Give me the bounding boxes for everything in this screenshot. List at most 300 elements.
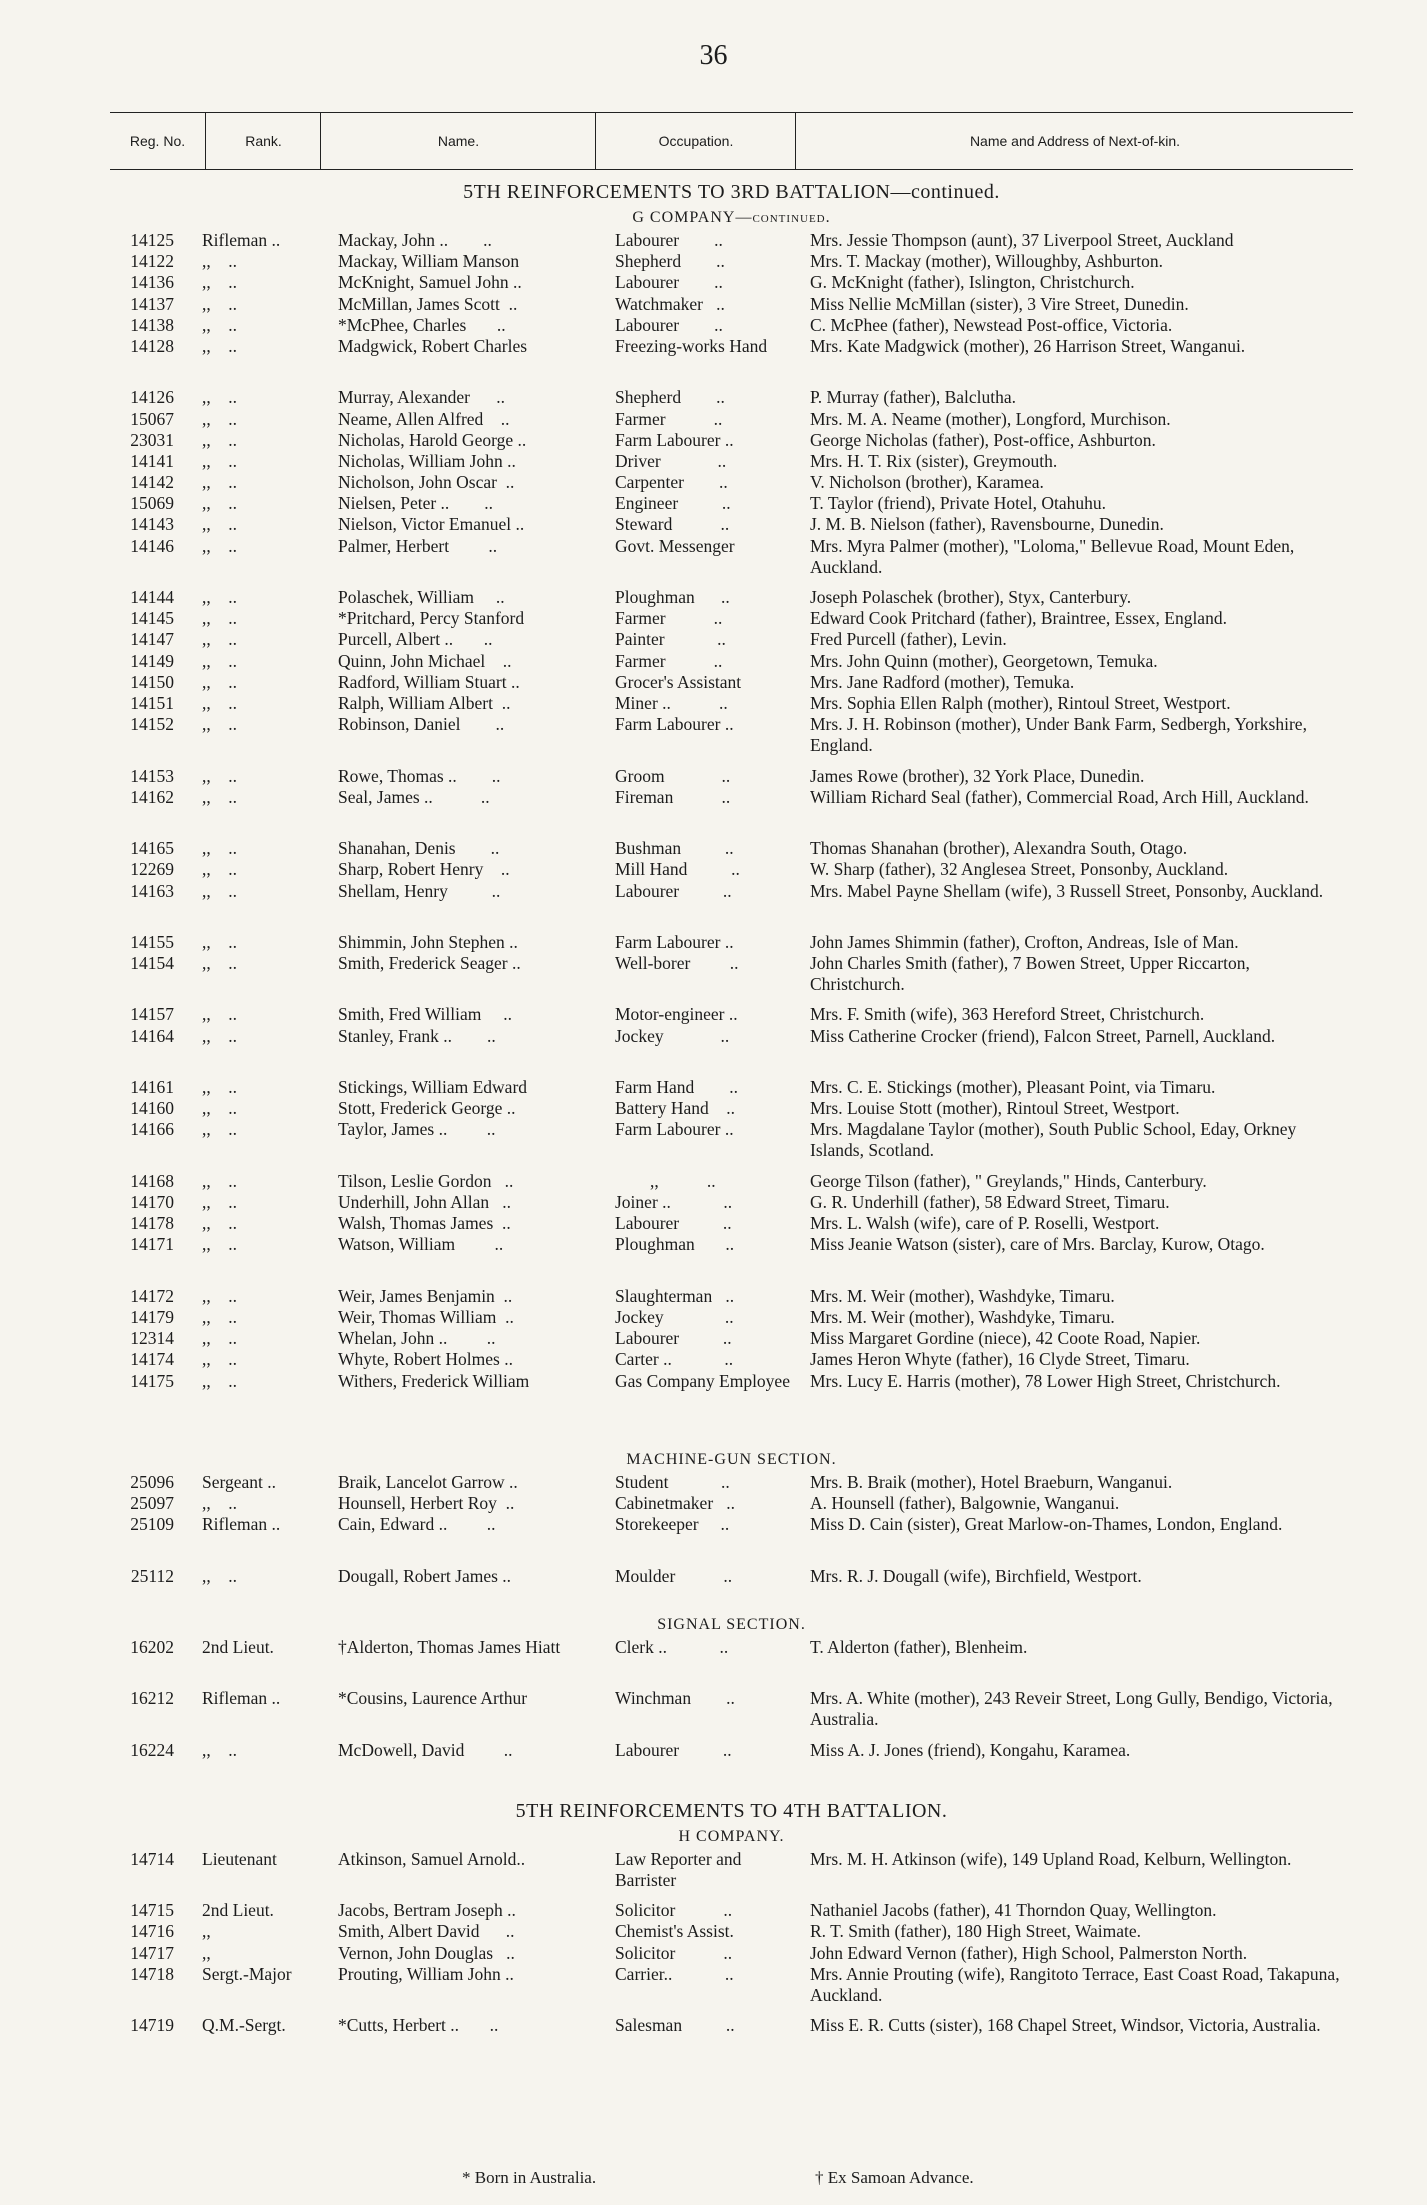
occupation-cell: Solicitor ..	[615, 1900, 733, 1921]
section-title: 5TH REINFORCEMENTS TO 3RD BATTALION—continued.	[463, 181, 1000, 203]
occupation-cell: Engineer ..	[615, 493, 731, 514]
occupation-cell: Solicitor ..	[615, 1942, 733, 1963]
rank-cell: Rifleman ..	[202, 1688, 281, 1709]
rank-cell: Rifleman ..	[202, 230, 281, 250]
rank-cell: ,, ..	[202, 387, 237, 408]
occupation-cell: Shepherd ..	[615, 387, 725, 408]
name-cell: McKnight, Samuel John ..	[338, 272, 522, 293]
table-row	[110, 1849, 1353, 1900]
occupation-cell: Moulder ..	[615, 1565, 733, 1586]
next-of-kin-cell: John Edward Vernon (father), High School, Palmerston North.	[810, 1942, 1248, 1963]
table-row	[110, 1307, 1353, 1328]
occupation-cell: Farm Hand ..	[615, 1077, 738, 1098]
reg-no-cell: 14157	[130, 1004, 174, 1025]
section-subtitle: MACHINE-GUN SECTION.	[626, 1450, 837, 1468]
occupation-cell: Slaughterman ..	[615, 1285, 735, 1306]
occupation-cell: Farmer ..	[615, 650, 723, 671]
name-cell: Nicholas, William John ..	[338, 450, 516, 471]
rank-cell: 2nd Lieut.	[202, 1636, 274, 1657]
name-cell: Rowe, Thomas .. ..	[338, 765, 501, 786]
rank-cell: ,, ..	[202, 1739, 237, 1760]
name-cell: Mackay, William Manson	[338, 251, 520, 272]
next-of-kin-cell: Mrs. M. Weir (mother), Washdyke, Timaru.	[810, 1285, 1115, 1306]
name-cell: *Cutts, Herbert .. ..	[338, 2015, 499, 2036]
occupation-cell: ,, ..	[615, 1170, 716, 1191]
rank-cell: ,, ..	[202, 650, 237, 671]
table-row	[110, 2015, 1353, 2066]
footnote-ex-samoan: † Ex Samoan Advance.	[815, 2168, 974, 2187]
rank-cell: ,, ..	[202, 1025, 237, 1046]
occupation-cell: Carpenter ..	[615, 472, 728, 493]
table-row	[110, 251, 1353, 272]
table-row	[110, 472, 1353, 493]
rank-cell: ,, ..	[202, 714, 237, 735]
reg-no-cell: 14166	[130, 1119, 174, 1140]
rank-cell: Sergt.-Major	[202, 1963, 292, 1984]
table-row	[110, 230, 1353, 251]
rank-cell: ,, ..	[202, 859, 237, 880]
table-row	[110, 1493, 1353, 1514]
rank-cell: ,, ..	[202, 1565, 237, 1586]
rank-cell: ,, ..	[202, 953, 237, 974]
occupation-cell: Jockey ..	[615, 1306, 734, 1327]
reg-no-cell: 14717	[130, 1942, 174, 1963]
occupation-cell: Labourer ..	[615, 1328, 732, 1349]
table-row	[110, 1171, 1353, 1192]
next-of-kin-cell: George Nicholas (father), Post-office, Ashburton.	[810, 429, 1156, 450]
table-row	[110, 1234, 1353, 1285]
reg-no-cell: 12314	[130, 1328, 174, 1349]
rank-cell: ,, ..	[202, 251, 237, 272]
next-of-kin-cell: Miss Jeanie Watson (sister), care of Mrs. Barclay, Kurow, Otago.	[810, 1234, 1265, 1255]
header-rank: Rank.	[205, 113, 321, 169]
section-subtitle: G COMPANY—continued.	[632, 209, 831, 226]
table-row	[110, 766, 1353, 787]
rank-cell: ,, ..	[202, 880, 237, 901]
table-row	[110, 714, 1353, 765]
table-row	[110, 536, 1353, 587]
reg-no-cell: 16212	[130, 1688, 174, 1709]
table-row	[110, 1900, 1353, 1921]
reg-no-cell: 14151	[130, 692, 174, 713]
rank-cell: ,,	[202, 1921, 211, 1942]
reg-no-cell: 14171	[130, 1234, 174, 1255]
table-row	[110, 881, 1353, 932]
reg-no-cell: 14172	[130, 1285, 174, 1306]
occupation-cell: Farm Labourer ..	[615, 429, 734, 450]
rank-cell: ,, ..	[202, 931, 237, 952]
next-of-kin-cell: Mrs. Magdalane Taylor (mother), South Public School, Eday, Orkney Islands, Scotland.	[810, 1119, 1301, 1161]
rank-cell: ,, ..	[202, 692, 237, 713]
reg-no-cell: 14179	[130, 1306, 174, 1327]
table-row	[110, 430, 1353, 451]
rank-cell: ,, ..	[202, 314, 237, 335]
name-cell: *Cousins, Laurence Arthur	[338, 1688, 528, 1709]
table-row	[110, 387, 1353, 408]
rank-cell: ,, ..	[202, 1370, 237, 1391]
reg-no-cell: 14714	[130, 1848, 174, 1869]
next-of-kin-cell: J. M. B. Nielson (father), Ravensbourne, Dunedin.	[810, 514, 1164, 535]
name-cell: Whelan, John .. ..	[338, 1328, 496, 1349]
table-row	[110, 1213, 1353, 1234]
reg-no-cell: 14142	[130, 472, 174, 493]
name-cell: Tilson, Leslie Gordon ..	[338, 1170, 514, 1191]
rank-cell: ,, ..	[202, 272, 237, 293]
occupation-cell: Miner .. ..	[615, 692, 728, 713]
name-cell: Weir, Thomas William ..	[338, 1306, 514, 1327]
name-cell: Prouting, William John ..	[338, 1963, 514, 1984]
rank-cell: ,, ..	[202, 838, 237, 859]
reg-no-cell: 14168	[130, 1170, 174, 1191]
table-row	[110, 787, 1353, 838]
next-of-kin-cell: John Charles Smith (father), 7 Bowen Street, Upper Riccarton, Christchurch.	[810, 953, 1255, 995]
next-of-kin-cell: Miss E. R. Cutts (sister), 168 Chapel Street, Windsor, Victoria, Australia.	[810, 2015, 1321, 2036]
reg-no-cell: 14175	[130, 1370, 174, 1391]
rank-cell: ,, ..	[202, 1285, 237, 1306]
occupation-cell: Watchmaker ..	[615, 293, 725, 314]
rank-cell: ,, ..	[202, 293, 237, 314]
reg-no-cell: 14141	[130, 450, 174, 471]
occupation-cell: Joiner .. ..	[615, 1192, 733, 1212]
footnote-born-australia: * Born in Australia.	[462, 2168, 597, 2187]
rank-cell: ,, ..	[202, 1493, 237, 1514]
next-of-kin-cell: Mrs. L. Walsh (wife), care of P. Roselli, Westport.	[810, 1213, 1160, 1234]
table-row	[110, 672, 1353, 693]
next-of-kin-cell: R. T. Smith (father), 180 High Street, Waimate.	[810, 1921, 1142, 1942]
reg-no-cell: 14149	[130, 650, 174, 671]
reg-no-cell: 15069	[130, 493, 174, 514]
rank-cell: ,, ..	[202, 493, 237, 514]
name-cell: Nielsen, Peter .. ..	[338, 493, 494, 514]
table-row	[110, 1119, 1353, 1170]
table-row	[110, 838, 1353, 859]
rank-cell: ,, ..	[202, 587, 237, 608]
next-of-kin-cell: Mrs. M. Weir (mother), Washdyke, Timaru.	[810, 1306, 1115, 1327]
rank-cell: ,, ..	[202, 429, 237, 450]
occupation-cell: Storekeeper ..	[615, 1514, 730, 1535]
reg-no-cell: 14146	[130, 535, 174, 556]
occupation-cell: Govt. Messenger	[615, 535, 735, 556]
next-of-kin-cell: Mrs. J. H. Robinson (mother), Under Bank Farm, Sedbergh, Yorkshire, England.	[810, 714, 1312, 756]
reg-no-cell: 25112	[130, 1565, 174, 1586]
reg-no-cell: 14122	[130, 251, 174, 272]
table-row	[110, 1098, 1353, 1119]
name-cell: Neame, Allen Alfred ..	[338, 408, 510, 429]
next-of-kin-cell: Miss Nellie McMillan (sister), 3 Vire Street, Dunedin.	[810, 293, 1189, 314]
table-row	[110, 315, 1353, 336]
next-of-kin-cell: Mrs. F. Smith (wife), 363 Hereford Street, Christchurch.	[810, 1004, 1205, 1025]
occupation-cell: Farmer ..	[615, 408, 723, 429]
register-section	[110, 178, 1353, 1422]
name-cell: Whyte, Robert Holmes ..	[338, 1349, 513, 1370]
table-row	[110, 1637, 1353, 1688]
rank-cell: ,, ..	[202, 1098, 237, 1119]
rank-cell: Rifleman ..	[202, 1514, 281, 1535]
reg-no-cell: 14718	[130, 1963, 174, 1984]
name-cell: Palmer, Herbert ..	[338, 535, 498, 556]
reg-no-cell: 14155	[130, 931, 174, 952]
table-row	[110, 1688, 1353, 1739]
name-cell: Seal, James .. ..	[338, 786, 490, 807]
rank-cell: ,,	[202, 1942, 211, 1963]
name-cell: Polaschek, William ..	[338, 587, 505, 608]
rank-cell: ,, ..	[202, 765, 237, 786]
next-of-kin-cell: Miss Margaret Gordine (niece), 42 Coote Road, Napier.	[810, 1328, 1201, 1349]
next-of-kin-cell: Mrs. B. Braik (mother), Hotel Braeburn, Wanganui.	[810, 1471, 1173, 1492]
reg-no-cell: 25109	[130, 1514, 174, 1535]
occupation-cell: Winchman ..	[615, 1688, 735, 1709]
rank-cell: ,, ..	[202, 514, 237, 535]
section-subtitle: H COMPANY.	[678, 1827, 785, 1845]
name-cell: McMillan, James Scott ..	[338, 293, 518, 314]
reg-no-cell: 14715	[130, 1900, 174, 1921]
section-subtitle: SIGNAL SECTION.	[657, 1615, 806, 1633]
name-cell: Radford, William Stuart ..	[338, 671, 520, 692]
occupation-cell: Clerk .. ..	[615, 1636, 729, 1657]
table-row	[110, 1349, 1353, 1370]
name-cell: Robinson, Daniel ..	[338, 714, 505, 735]
next-of-kin-cell: Nathaniel Jacobs (father), 41 Thorndon Quay, Wellington.	[810, 1900, 1217, 1921]
table-row	[110, 1943, 1353, 1964]
table-row	[110, 587, 1353, 608]
next-of-kin-cell: Mrs. Myra Palmer (mother), "Loloma," Bellevue Road, Mount Eden, Auckland.	[810, 535, 1298, 577]
name-cell: Smith, Albert David ..	[338, 1921, 515, 1942]
name-cell: Taylor, James .. ..	[338, 1119, 496, 1140]
name-cell: Jacobs, Bertram Joseph ..	[338, 1900, 516, 1921]
rank-cell: ,, ..	[202, 1349, 237, 1370]
reg-no-cell: 14165	[130, 838, 174, 859]
table-row	[110, 1472, 1353, 1493]
reg-no-cell: 15067	[130, 408, 174, 429]
name-cell: Nielson, Victor Emanuel ..	[338, 514, 525, 535]
next-of-kin-cell: Mrs. M. H. Atkinson (wife), 149 Upland Road, Kelburn, Wellington.	[810, 1848, 1292, 1869]
reg-no-cell: 14143	[130, 514, 174, 535]
table-row	[110, 1566, 1353, 1587]
table-row	[110, 1026, 1353, 1077]
table-row	[110, 1286, 1353, 1307]
table-row	[110, 493, 1353, 514]
rank-cell: ,, ..	[202, 608, 237, 629]
next-of-kin-cell: A. Hounsell (father), Balgownie, Wanganui.	[810, 1493, 1120, 1514]
next-of-kin-cell: C. McPhee (father), Newstead Post-office, Victoria.	[810, 314, 1173, 335]
rank-cell: ,, ..	[202, 786, 237, 807]
reg-no-cell: 14719	[130, 2015, 174, 2036]
reg-no-cell: 14170	[130, 1192, 174, 1212]
reg-no-cell: 14174	[130, 1349, 174, 1370]
next-of-kin-cell: G. R. Underhill (father), 58 Edward Street, Timaru.	[810, 1192, 1170, 1212]
occupation-cell: Ploughman ..	[615, 1234, 735, 1255]
table-row	[110, 409, 1353, 430]
table-row	[110, 932, 1353, 953]
name-cell: McDowell, David ..	[338, 1739, 513, 1760]
name-cell: Stanley, Frank .. ..	[338, 1025, 496, 1046]
name-cell: Shanahan, Denis ..	[338, 838, 500, 859]
rank-cell: ,, ..	[202, 1170, 237, 1191]
occupation-cell: Labourer ..	[615, 272, 723, 293]
table-row	[110, 336, 1353, 387]
header-next-of-kin: Name and Address of Next-of-kin.	[795, 113, 1354, 169]
reg-no-cell: 23031	[130, 429, 174, 450]
occupation-cell: Well-borer ..	[615, 953, 739, 974]
register-body	[110, 178, 1353, 2067]
occupation-cell: Grocer's Assistant	[615, 671, 742, 692]
rank-cell: Q.M.-Sergt.	[202, 2015, 286, 2036]
table-row	[110, 953, 1353, 1004]
table-row	[110, 1077, 1353, 1098]
occupation-cell: Painter ..	[615, 629, 726, 650]
reg-no-cell: 16202	[130, 1636, 174, 1657]
name-cell: †Alderton, Thomas James Hiatt	[338, 1636, 561, 1657]
occupation-cell: Salesman ..	[615, 2015, 735, 2036]
rank-cell: ,, ..	[202, 535, 237, 556]
register-section	[110, 1448, 1353, 1587]
next-of-kin-cell: Fred Purcell (father), Levin.	[810, 629, 1007, 650]
next-of-kin-cell: Miss D. Cain (sister), Great Marlow-on-Thames, London, England.	[810, 1514, 1283, 1535]
reg-no-cell: 16224	[130, 1739, 174, 1760]
rank-cell: Sergeant ..	[202, 1471, 277, 1492]
occupation-cell: Bushman ..	[615, 838, 734, 859]
table-row	[110, 272, 1353, 293]
table-row	[110, 651, 1353, 672]
header-reg-no: Reg. No.	[129, 133, 186, 149]
occupation-cell: Law Reporter and Barrister	[615, 1848, 746, 1890]
occupation-cell: Steward ..	[615, 514, 730, 535]
occupation-cell: Groom ..	[615, 765, 731, 786]
next-of-kin-cell: Mrs. Louise Stott (mother), Rintoul Street, Westport.	[810, 1098, 1180, 1119]
reg-no-cell: 14138	[130, 314, 174, 335]
occupation-cell: Labourer ..	[615, 880, 732, 901]
table-row	[110, 608, 1353, 629]
name-cell: Smith, Fred William ..	[338, 1004, 512, 1025]
occupation-cell: Labourer ..	[615, 1213, 732, 1234]
occupation-cell: Farm Labourer ..	[615, 1119, 734, 1140]
table-row	[110, 1740, 1353, 1761]
reg-no-cell: 14152	[130, 714, 174, 735]
name-cell: Weir, James Benjamin ..	[338, 1285, 513, 1306]
name-cell: Withers, Frederick William	[338, 1370, 530, 1391]
name-cell: Hounsell, Herbert Roy ..	[338, 1493, 515, 1514]
table-row	[110, 1371, 1353, 1422]
name-cell: Cain, Edward .. ..	[338, 1514, 496, 1535]
occupation-cell: Battery Hand ..	[615, 1098, 736, 1119]
reg-no-cell: 14154	[130, 953, 174, 974]
reg-no-cell: 14145	[130, 608, 174, 629]
next-of-kin-cell: V. Nicholson (brother), Karamea.	[810, 472, 1044, 493]
table-row	[110, 1514, 1353, 1565]
name-cell: Nicholson, John Oscar ..	[338, 472, 515, 493]
occupation-cell: Jockey ..	[615, 1025, 730, 1046]
next-of-kin-cell: Miss Catherine Crocker (friend), Falcon Street, Parnell, Auckland.	[810, 1025, 1276, 1046]
table-row	[110, 1192, 1353, 1213]
rank-cell: ,, ..	[202, 1119, 237, 1140]
occupation-cell: Student ..	[615, 1471, 730, 1492]
name-cell: Atkinson, Samuel Arnold..	[338, 1848, 526, 1869]
table-row	[110, 1004, 1353, 1025]
name-cell: *McPhee, Charles ..	[338, 314, 506, 335]
register-section	[110, 1613, 1353, 1761]
next-of-kin-cell: Mrs. C. E. Stickings (mother), Pleasant Point, via Timaru.	[810, 1077, 1216, 1098]
table-row	[110, 451, 1353, 472]
next-of-kin-cell: Joseph Polaschek (brother), Styx, Canterbury.	[810, 587, 1132, 608]
rank-cell: ,, ..	[202, 671, 237, 692]
reg-no-cell: 14137	[130, 293, 174, 314]
reg-no-cell: 25097	[130, 1493, 174, 1514]
rank-cell: ,, ..	[202, 472, 237, 493]
name-cell: Dougall, Robert James ..	[338, 1565, 512, 1586]
rank-cell: ,, ..	[202, 335, 237, 356]
next-of-kin-cell: Thomas Shanahan (brother), Alexandra South, Otago.	[810, 838, 1188, 859]
occupation-cell: Shepherd ..	[615, 251, 725, 272]
next-of-kin-cell: W. Sharp (father), 32 Anglesea Street, Ponsonby, Auckland.	[810, 859, 1229, 880]
header-name: Name.	[320, 113, 596, 169]
occupation-cell: Ploughman ..	[615, 587, 730, 608]
next-of-kin-cell: Miss A. J. Jones (friend), Kongahu, Karamea.	[810, 1739, 1131, 1760]
occupation-cell: Labourer ..	[615, 230, 723, 250]
rank-cell: ,, ..	[202, 1328, 237, 1349]
occupation-cell: Driver ..	[615, 450, 727, 471]
next-of-kin-cell: Mrs. Lucy E. Harris (mother), 78 Lower High Street, Christchurch.	[810, 1370, 1281, 1391]
reg-no-cell: 14147	[130, 629, 174, 650]
occupation-cell: Farmer ..	[615, 608, 723, 629]
name-cell: Shimmin, John Stephen ..	[338, 931, 518, 952]
occupation-cell: Cabinetmaker ..	[615, 1493, 736, 1514]
next-of-kin-cell: Mrs. Sophia Ellen Ralph (mother), Rintoul Street, Westport.	[810, 692, 1231, 713]
reg-no-cell: 14136	[130, 272, 174, 293]
next-of-kin-cell: Mrs. Mabel Payne Shellam (wife), 3 Russell Street, Ponsonby, Auckland.	[810, 880, 1324, 901]
name-cell: Stickings, William Edward	[338, 1077, 528, 1098]
rank-cell: 2nd Lieut.	[202, 1900, 274, 1921]
next-of-kin-cell: Mrs. Jessie Thompson (aunt), 37 Liverpool Street, Auckland	[810, 230, 1234, 250]
occupation-cell: Labourer ..	[615, 314, 723, 335]
table-row	[110, 294, 1353, 315]
next-of-kin-cell: William Richard Seal (father), Commercial Road, Arch Hill, Auckland.	[810, 786, 1309, 807]
next-of-kin-cell: Mrs. H. T. Rix (sister), Greymouth.	[810, 450, 1058, 471]
reg-no-cell: 14161	[130, 1077, 174, 1098]
occupation-cell: Labourer ..	[615, 1739, 732, 1760]
name-cell: Ralph, William Albert ..	[338, 692, 511, 713]
occupation-cell: Gas Company Employee	[615, 1370, 790, 1391]
next-of-kin-cell: Mrs. A. White (mother), 243 Reveir Street, Long Gully, Bendigo, Victoria, Australia.	[810, 1688, 1336, 1730]
reg-no-cell: 14150	[130, 671, 174, 692]
rank-cell: ,, ..	[202, 408, 237, 429]
reg-no-cell: 14716	[130, 1921, 174, 1942]
occupation-cell: Carrier.. ..	[615, 1963, 734, 1984]
rank-cell: ,, ..	[202, 1306, 237, 1327]
next-of-kin-cell: Mrs. Annie Prouting (wife), Rangitoto Terrace, East Coast Road, Takapuna, Auckland.	[810, 1963, 1343, 2005]
table-row	[110, 1921, 1353, 1942]
next-of-kin-cell: T. Alderton (father), Blenheim.	[810, 1636, 1028, 1657]
table-row	[110, 1964, 1353, 2015]
next-of-kin-cell: Mrs. John Quinn (mother), Georgetown, Temuka.	[810, 650, 1158, 671]
reg-no-cell: 14126	[130, 387, 174, 408]
rank-cell: Lieutenant	[202, 1848, 277, 1869]
next-of-kin-cell: Mrs. M. A. Neame (mother), Longford, Murchison.	[810, 408, 1171, 429]
page-number: 36	[699, 40, 728, 71]
next-of-kin-cell: Mrs. Kate Madgwick (mother), 26 Harrison Street, Wanganui.	[810, 335, 1246, 356]
name-cell: Sharp, Robert Henry ..	[338, 859, 510, 880]
name-cell: Shellam, Henry ..	[338, 880, 501, 901]
occupation-cell: Carter .. ..	[615, 1349, 734, 1370]
name-cell: Vernon, John Douglas ..	[338, 1942, 515, 1963]
reg-no-cell: 14128	[130, 335, 174, 356]
occupation-cell: Farm Labourer ..	[615, 714, 734, 735]
table-row	[110, 859, 1353, 880]
next-of-kin-cell: P. Murray (father), Balclutha.	[810, 387, 1017, 408]
rank-cell: ,, ..	[202, 1004, 237, 1025]
rank-cell: ,, ..	[202, 1077, 237, 1098]
next-of-kin-cell: Mrs. Jane Radford (mother), Temuka.	[810, 671, 1075, 692]
next-of-kin-cell: George Tilson (father), " Greylands," Hinds, Canterbury.	[810, 1170, 1207, 1191]
